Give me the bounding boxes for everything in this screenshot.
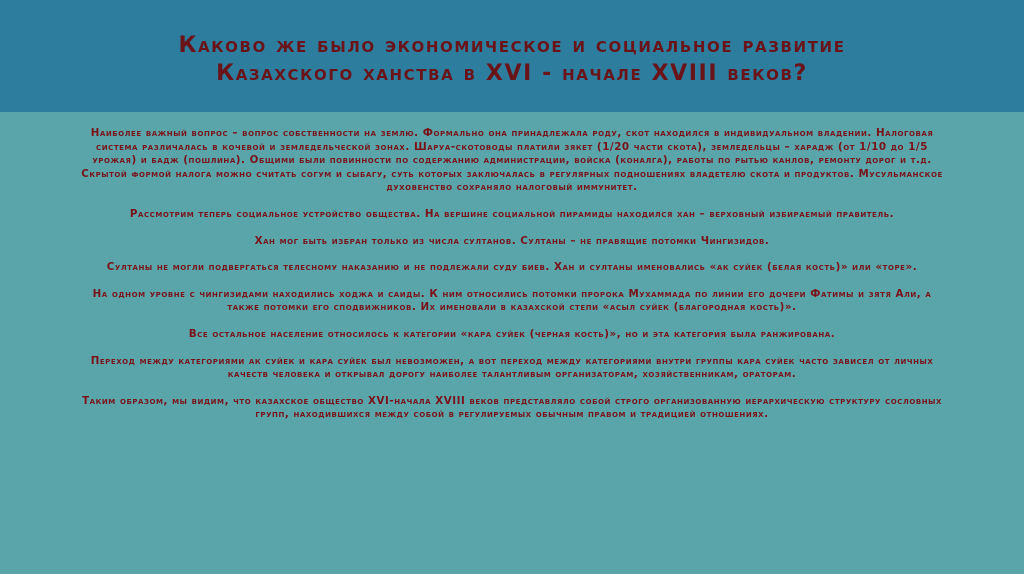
paragraph-social-structure: Рассмотрим теперь социальное устройство общества. На вершине социальной пирамиды находился хан – верховный избираемый правитель. (129, 207, 895, 220)
paragraph-conclusion: Таким образом, мы видим, что казахское общество XVI-начала XVIII веков представляло собой строго организованную иерархическую структуру сословных групп, находившихся между собой в регулируемых обычным правом и традицией отношениях. (82, 394, 942, 421)
slide-title-line-1: Каково же было экономическое и социальное развитие (178, 33, 846, 58)
paragraph-khoja-and-said: На одном уровне с чингизидами находились ходжа и саиды. К ним относились потомки пророка Мухаммада по линии его дочери Фатимы и зятя Али, а также потомки его сподвижников. Их именовали в казахской степи «асыл суйек (благородная кость)». (92, 287, 932, 314)
title-bar (0, 0, 1024, 112)
paragraph-kara-suyek: Все остальное население относилось к категории «кара суйек (черная кость)», но и эта категория была ранжирована. (188, 327, 836, 340)
paragraph-land-and-taxes: Наиболее важный вопрос – вопрос собственности на землю. Формально она принадлежала роду, скот находился в индивидуальном владении. Налоговая система различалась в кочевой и земледельческой зонах. Шаруа-скотоводы платили зякет (1/20 части скота), земледельцы – харадж (от 1/10 до 1/5 урожая) и бадж (пошлина). Общими были повинности по содержанию администрации, войска (коналга), работы по рытью канлов, ремонту дорог и т.д. Скрытой формой налога можно считать согум и сыбагу, суть которых заключалась в регулярных подношениях владетелю скота и продуктов. Мусульманское духовенство сохраняло налоговый иммунитет. (81, 127, 943, 194)
slide-title (178, 24, 845, 88)
paragraph-category-transition: Переход между категориями ак суйек и кара суйек был невозможен, а вот переход между категориями внутри группы кара суйек часто зависел от личных качеств человека и открывал дорогу наиболее талантливым организаторам, хозяйственникам, ораторам. (90, 354, 934, 381)
slide-body (80, 127, 944, 422)
paragraph-sultans: Султаны не могли подвергаться телесному наказанию и не подлежали суду биев. Хан и султаны именовались «ак суйек (белая кость)» или «торе». (106, 261, 918, 274)
slide-title-line-2: Казахского ханства в XVI - начале XVIII веков? (216, 61, 808, 86)
paragraph-khan-election: Хан мог быть избран только из числа султанов. Султаны – не правящие потомки Чингизидов. (254, 234, 770, 247)
